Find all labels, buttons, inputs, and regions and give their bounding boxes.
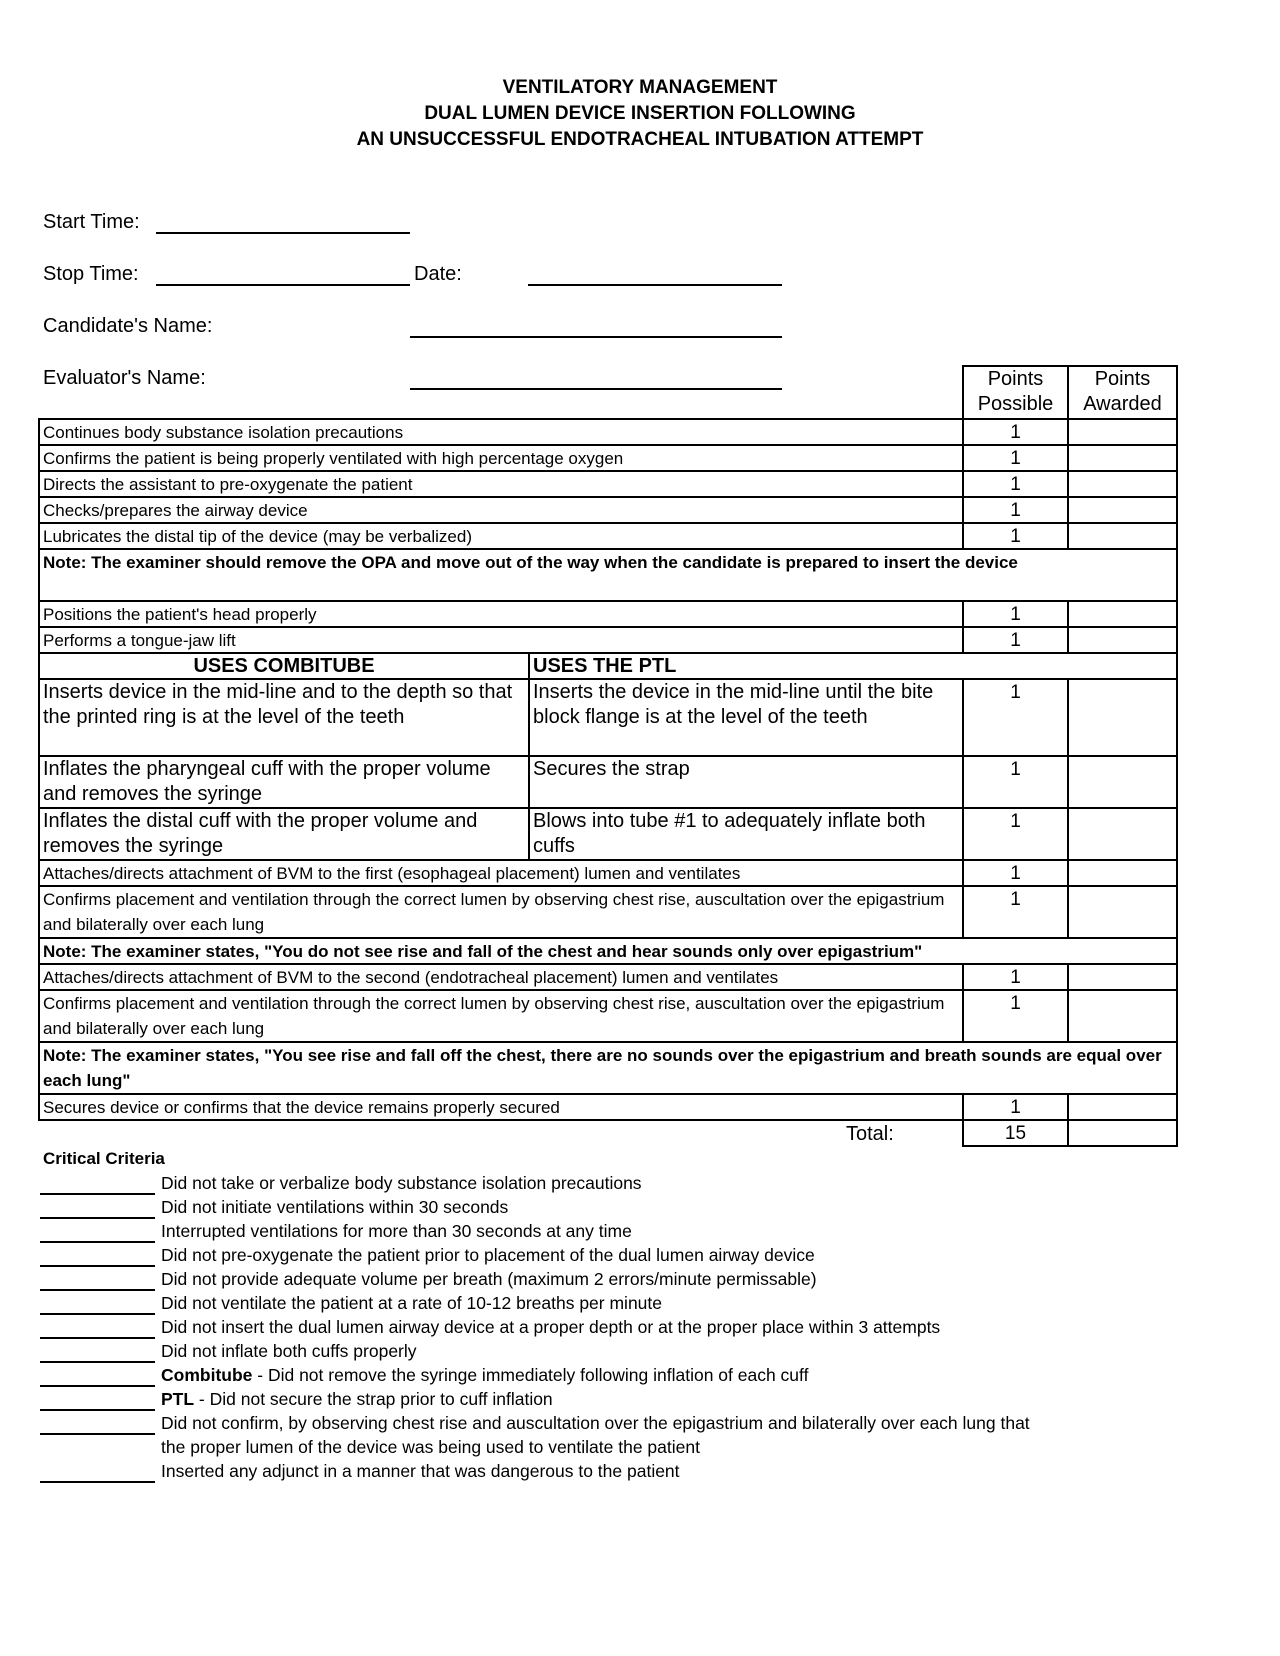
critical-criteria-item: Did not take or verbalize body substance isolation precautions — [161, 1173, 642, 1193]
critical-criteria-checkbox-line[interactable] — [40, 1289, 155, 1291]
step-row-awarded-input[interactable] — [1067, 859, 1178, 887]
device-name: PTL — [161, 1389, 195, 1409]
step-row-points: 1 — [962, 522, 1069, 550]
step-row-awarded-input[interactable] — [1067, 626, 1178, 654]
points-possible-header — [962, 365, 1069, 420]
criteria-text: - Did not secure the strap prior to cuff inflation — [194, 1389, 553, 1409]
step-row-text: Secures device or confirms that the device remains properly secured — [38, 1093, 964, 1121]
critical-criteria-checkbox-line[interactable] — [40, 1337, 155, 1339]
step-row-points: 1 — [962, 626, 1069, 654]
step-row-text: Attaches/directs attachment of BVM to the second (endotracheal placement) lumen and ventilates — [38, 963, 964, 991]
step-row-points: 1 — [962, 1093, 1069, 1121]
step-row-text: Continues body substance isolation precautions — [38, 418, 964, 446]
combitube-step: Inserts device in the mid-line and to the depth so that the printed ring is at the level of the teeth — [38, 678, 530, 757]
critical-criteria-checkbox-line[interactable] — [40, 1217, 155, 1219]
step-row-points: 1 — [962, 418, 1069, 446]
points-possible-label: Points Possible — [977, 368, 1054, 415]
step-row-awarded-input[interactable] — [1067, 522, 1178, 550]
critical-criteria-item: Interrupted ventilations for more than 30 seconds at any time — [161, 1221, 632, 1241]
critical-criteria-item: Did not confirm, by observing chest rise and auscultation over the epigastrium and bilaterally over each lung that the proper lumen of the device was being used to ventilate the patient — [161, 1413, 1030, 1457]
examiner-note: Note: The examiner states, "You see rise and fall off the chest, there are no sounds over the epigastrium and breath sounds are equal over each lung" — [38, 1041, 1178, 1095]
step-row-points: 1 — [962, 755, 1069, 809]
step-row-text: Attaches/directs attachment of BVM to the first (esophageal placement) lumen and ventilates — [38, 859, 964, 887]
step-row-text: Positions the patient's head properly — [38, 600, 964, 628]
title-line-2: DUAL LUMEN DEVICE INSERTION FOLLOWING — [424, 103, 856, 124]
total-points: 15 — [962, 1119, 1069, 1147]
ptl-header: USES THE PTL — [528, 652, 1178, 680]
critical-criteria-checkbox-line[interactable] — [40, 1265, 155, 1267]
ptl-step: Secures the strap — [528, 755, 964, 809]
critical-criteria-checkbox-line[interactable] — [40, 1433, 155, 1435]
critical-criteria-checkbox-line[interactable] — [40, 1193, 155, 1195]
critical-criteria-item: Did not insert the dual lumen airway device at a proper depth or at the proper place within 3 attempts — [161, 1317, 941, 1337]
start-time-field[interactable] — [156, 232, 410, 234]
step-row-points: 1 — [962, 989, 1069, 1043]
stop-time-field[interactable] — [156, 284, 410, 286]
critical-criteria-item: Did not inflate both cuffs properly — [161, 1341, 417, 1361]
step-row-awarded-input[interactable] — [1067, 1093, 1178, 1121]
ptl-step: Blows into tube #1 to adequately inflate both cuffs — [528, 807, 964, 861]
step-row-awarded-input[interactable] — [1067, 807, 1178, 861]
critical-criteria-item: Did not initiate ventilations within 30 seconds — [161, 1197, 509, 1217]
critical-criteria-item: Did not provide adequate volume per breath (maximum 2 errors/minute permissable) — [161, 1269, 817, 1289]
critical-criteria-checkbox-line[interactable] — [40, 1241, 155, 1243]
ptl-step: Inserts the device in the mid-line until the bite block flange is at the level of the teeth — [528, 678, 964, 757]
candidate-name-field[interactable] — [410, 336, 782, 338]
critical-criteria-title: Critical Criteria — [43, 1149, 165, 1168]
device-name: Combitube — [161, 1365, 253, 1385]
total-awarded-input[interactable] — [1067, 1119, 1178, 1147]
examiner-note: Note: The examiner states, "You do not see rise and fall of the chest and hear sounds only over epigastrium" — [38, 937, 1178, 965]
step-row-awarded-input[interactable] — [1067, 678, 1178, 757]
date-field[interactable] — [528, 284, 782, 286]
step-row-points: 1 — [962, 807, 1069, 861]
step-row-awarded-input[interactable] — [1067, 418, 1178, 446]
points-awarded-label: Points Awarded — [1083, 368, 1162, 415]
step-row-text: Confirms placement and ventilation through the correct lumen by observing chest rise, auscultation over the epigastrium and bilaterally over each lung — [38, 989, 964, 1043]
step-row-points: 1 — [962, 678, 1069, 757]
step-row-points: 1 — [962, 963, 1069, 991]
step-row-awarded-input[interactable] — [1067, 496, 1178, 524]
step-row-awarded-input[interactable] — [1067, 755, 1178, 809]
step-row-points: 1 — [962, 885, 1069, 939]
critical-criteria-checkbox-line[interactable] — [40, 1361, 155, 1363]
step-row-awarded-input[interactable] — [1067, 989, 1178, 1043]
date-label: Date: — [414, 263, 462, 285]
total-label: Total: — [846, 1123, 894, 1145]
combitube-step: Inflates the pharyngeal cuff with the proper volume and removes the syringe — [38, 755, 530, 809]
points-awarded-header — [1067, 365, 1178, 420]
step-row-text: Lubricates the distal tip of the device (may be verbalized) — [38, 522, 964, 550]
critical-criteria-item — [161, 1363, 808, 1387]
stop-time-label: Stop Time: — [43, 263, 139, 285]
critical-criteria-item — [161, 1387, 553, 1411]
critical-criteria-item: Did not ventilate the patient at a rate of 10-12 breaths per minute — [161, 1293, 663, 1313]
step-row-text: Performs a tongue-jaw lift — [38, 626, 964, 654]
start-time-label: Start Time: — [43, 211, 140, 233]
step-row-awarded-input[interactable] — [1067, 885, 1178, 939]
step-row-text: Directs the assistant to pre-oxygenate the patient — [38, 470, 964, 498]
step-row-awarded-input[interactable] — [1067, 470, 1178, 498]
critical-criteria-item: Inserted any adjunct in a manner that was dangerous to the patient — [161, 1461, 680, 1481]
critical-criteria-checkbox-line[interactable] — [40, 1481, 155, 1483]
criteria-text: - Did not remove the syringe immediately following inflation of each cuff — [252, 1365, 809, 1385]
title-line-1: VENTILATORY MANAGEMENT — [502, 77, 778, 98]
step-row-points: 1 — [962, 470, 1069, 498]
step-row-awarded-input[interactable] — [1067, 963, 1178, 991]
examiner-note: Note: The examiner should remove the OPA and move out of the way when the candidate is prepared to insert the device — [38, 548, 1178, 602]
step-row-points: 1 — [962, 600, 1069, 628]
step-row-awarded-input[interactable] — [1067, 600, 1178, 628]
combitube-header: USES COMBITUBE — [38, 652, 530, 680]
step-row-points: 1 — [962, 496, 1069, 524]
step-row-awarded-input[interactable] — [1067, 444, 1178, 472]
step-row-text: Confirms placement and ventilation through the correct lumen by observing chest rise, auscultation over the epigastrium and bilaterally over each lung — [38, 885, 964, 939]
step-row-points: 1 — [962, 859, 1069, 887]
title-line-3: AN UNSUCCESSFUL ENDOTRACHEAL INTUBATION ATTEMPT — [356, 129, 924, 150]
step-row-points: 1 — [962, 444, 1069, 472]
combitube-step: Inflates the distal cuff with the proper volume and removes the syringe — [38, 807, 530, 861]
critical-criteria-checkbox-line[interactable] — [40, 1385, 155, 1387]
critical-criteria-item: Did not pre-oxygenate the patient prior to placement of the dual lumen airway device — [161, 1245, 815, 1265]
evaluator-name-field[interactable] — [410, 388, 782, 390]
critical-criteria-checkbox-line[interactable] — [40, 1313, 155, 1315]
candidate-name-label: Candidate's Name: — [43, 315, 213, 337]
step-row-text: Confirms the patient is being properly ventilated with high percentage oxygen — [38, 444, 964, 472]
step-row-text: Checks/prepares the airway device — [38, 496, 964, 524]
critical-criteria-checkbox-line[interactable] — [40, 1409, 155, 1411]
evaluator-name-label: Evaluator's Name: — [43, 367, 206, 389]
